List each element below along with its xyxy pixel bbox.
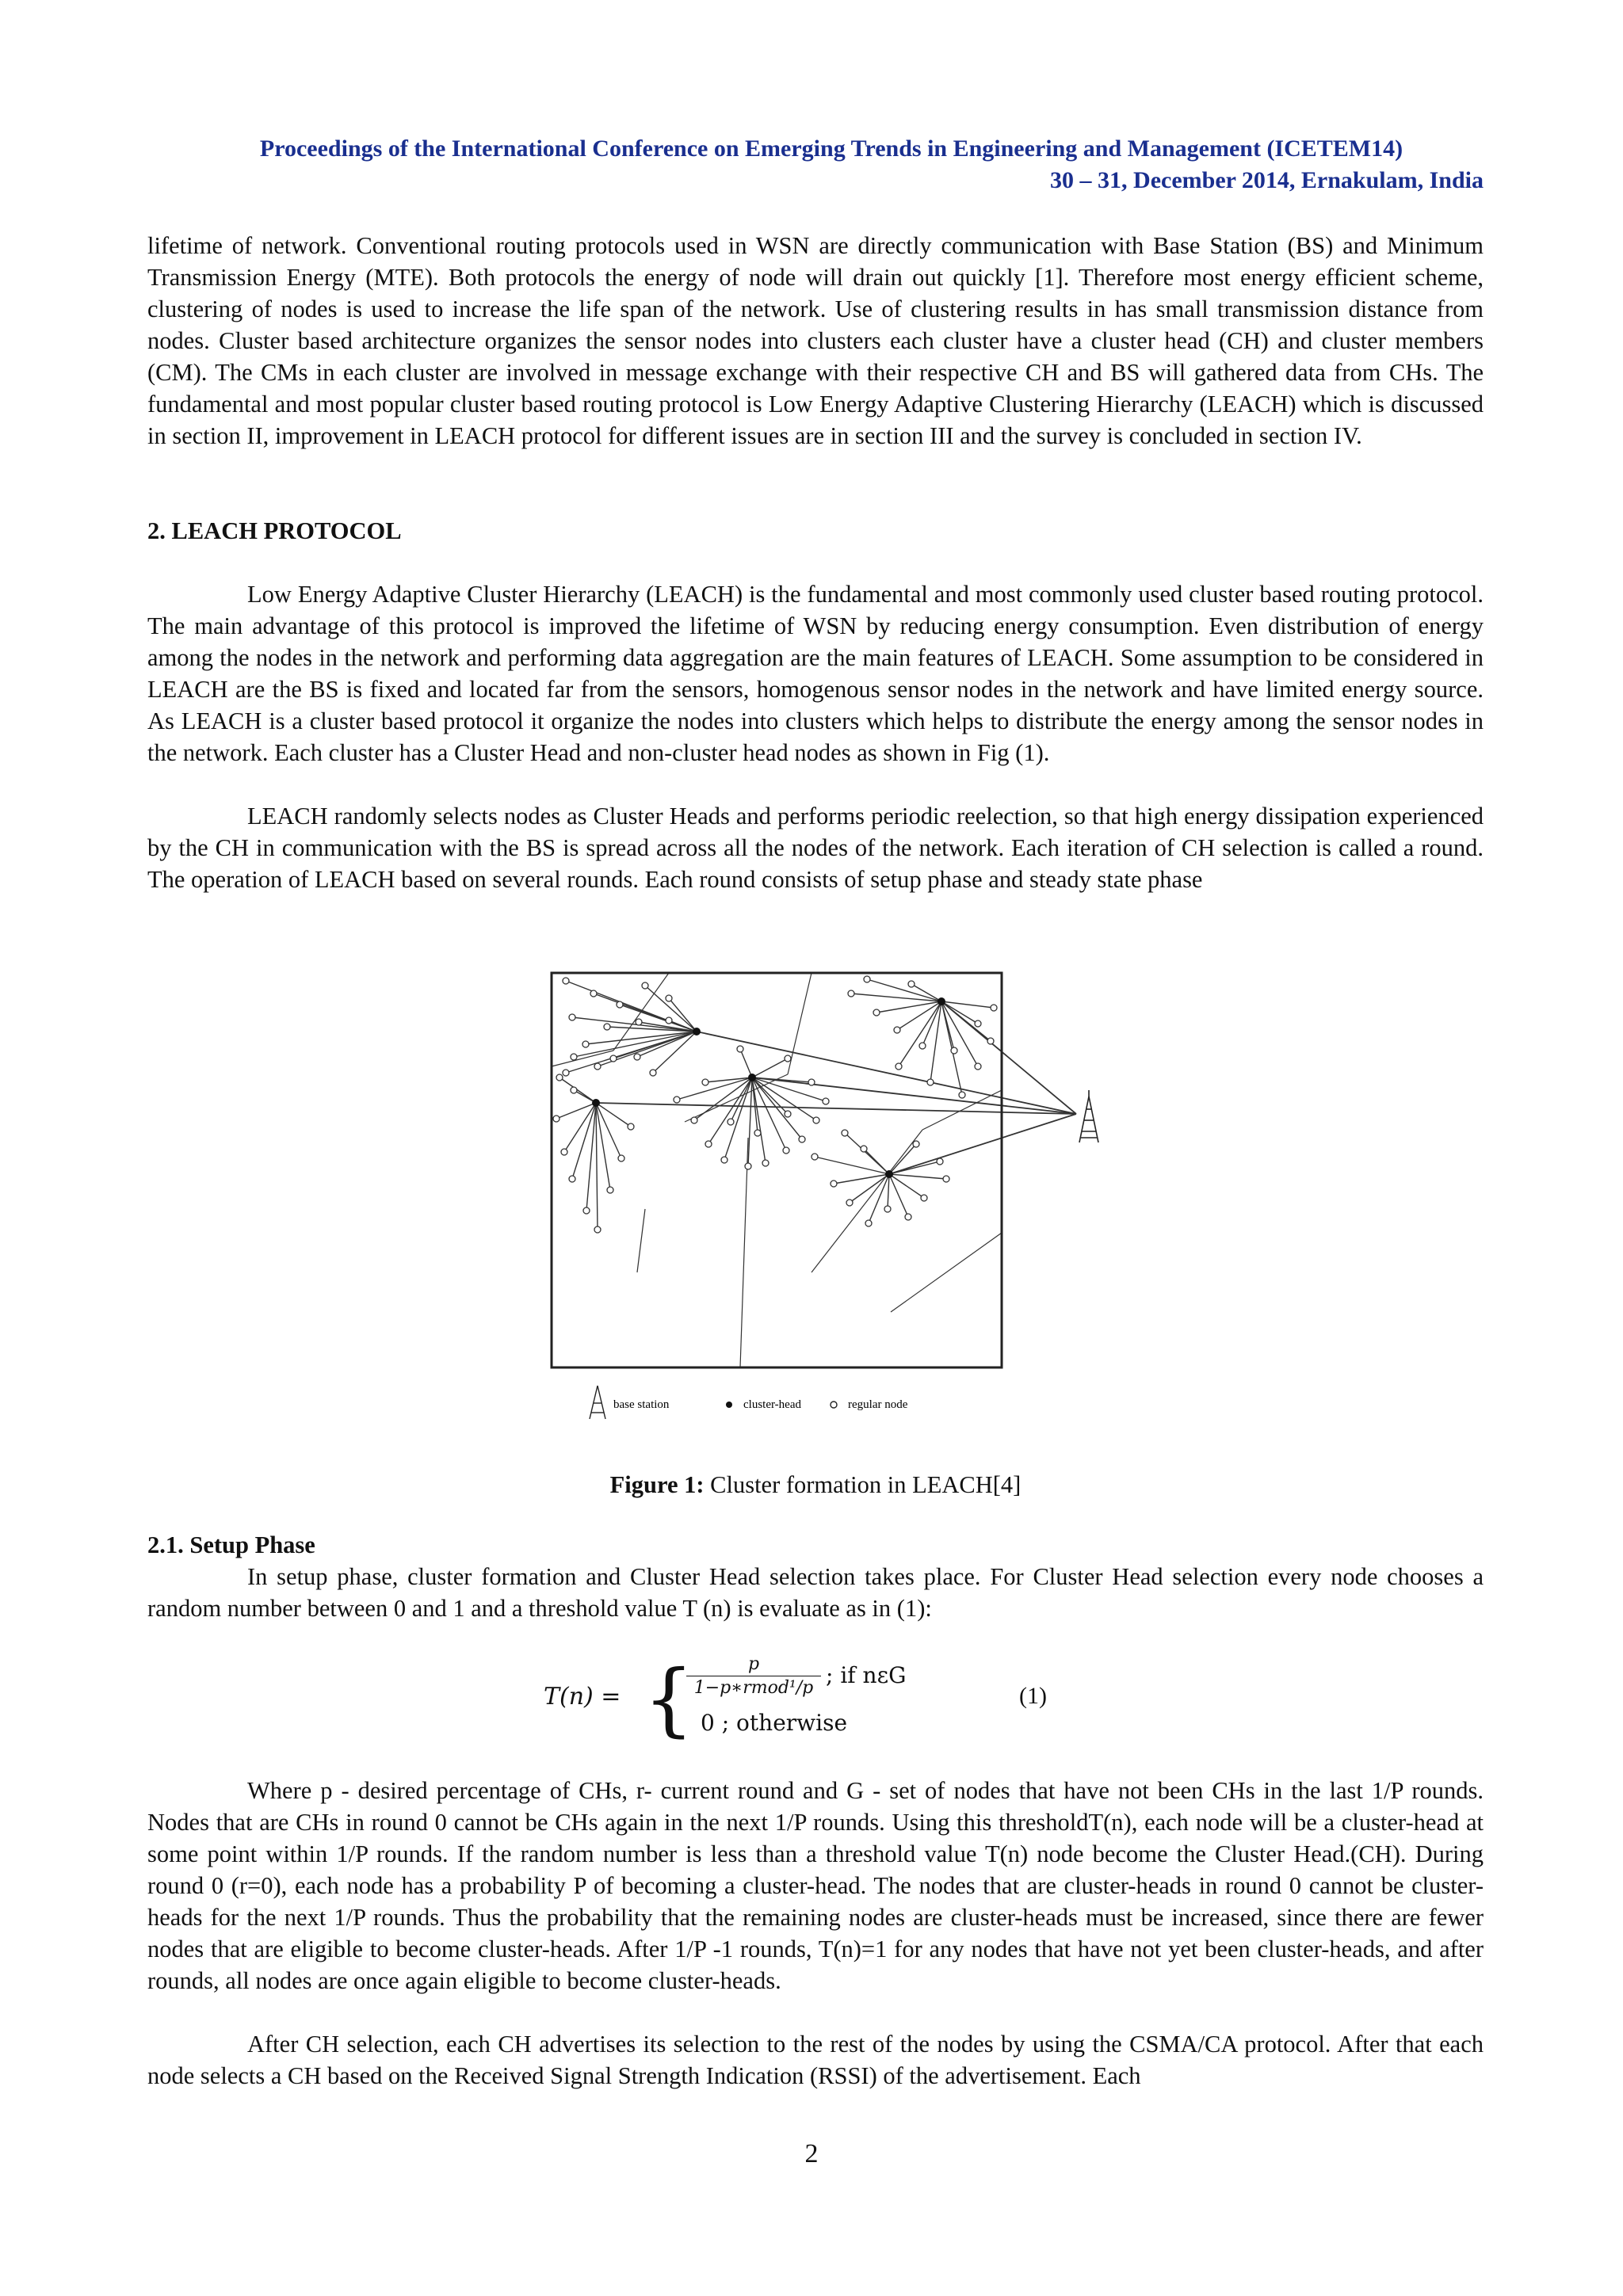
- regular-node: [702, 1079, 708, 1085]
- conference-header: [147, 133, 1484, 196]
- cluster-head-node: [938, 997, 945, 1005]
- regular-node: [642, 982, 648, 989]
- regular-node: [943, 1176, 949, 1182]
- figure-caption-label: Figure 1:: [609, 1471, 705, 1498]
- section-2-1-heading: 2.1. Setup Phase: [147, 1531, 315, 1558]
- regular-node: [785, 1111, 791, 1117]
- regular-node: [705, 1141, 712, 1147]
- equation-case-2: 0 ; otherwise: [701, 1710, 848, 1736]
- regular-node-legend-icon: [831, 1402, 837, 1408]
- cluster-head-node: [592, 1099, 600, 1107]
- equation-case-1-condition: ; if nεG: [826, 1662, 907, 1688]
- equation-lhs: T(n) =: [544, 1683, 621, 1711]
- regular-node: [908, 981, 915, 987]
- threshold-equation: [544, 1650, 1067, 1753]
- regular-node: [582, 1041, 589, 1047]
- regular-node: [987, 1038, 994, 1044]
- regular-node: [842, 1130, 848, 1136]
- regular-node: [921, 1195, 927, 1201]
- regular-node: [594, 1226, 601, 1233]
- regular-node: [913, 1141, 919, 1147]
- cluster-head-legend-icon: [726, 1402, 732, 1408]
- regular-node: [607, 1187, 613, 1193]
- regular-node: [636, 1019, 642, 1025]
- regular-node: [894, 1027, 900, 1033]
- regular-node: [823, 1098, 829, 1104]
- regular-node: [618, 1155, 624, 1161]
- regular-node: [951, 1047, 957, 1054]
- regular-node: [563, 1070, 569, 1076]
- regular-node: [919, 1043, 926, 1049]
- regular-node: [556, 1074, 563, 1081]
- section-2-1-paragraph-2: Where p - desired percentage of CHs, r- current round and G - set of nodes that have not been CHs in the last 1/P rounds. Nodes that are CHs in round 0 cannot be CHs again in the next 1/P rounds. Using this thresholdT(n), each node will be a cluster-head at some point within 1/P rounds. If the random number is less than a threshold value T(n) node become the Cluster Head.(CH). During round 0 (r=0), each node has a probability P of becoming a cluster-head. The nodes that are cluster-heads in round 0 cannot be cluster-heads for the next 1/P rounds. Thus the probability that the remaining nodes are cluster-heads must be increased, since there are fewer nodes that are eligible to become cluster-heads. After 1/P -1 rounds, T(n)=1 for any nodes that have not yet been cluster-heads, and after rounds, all nodes are once again eligible to become cluster-heads.: [147, 1777, 1484, 1994]
- figure-caption: [147, 1469, 1484, 1501]
- regular-node: [927, 1079, 934, 1085]
- regular-node: [785, 1055, 791, 1062]
- regular-node: [975, 1063, 981, 1070]
- equation-number: (1): [1019, 1683, 1047, 1709]
- regular-node: [610, 1055, 617, 1062]
- cluster-head-node: [748, 1074, 756, 1081]
- regular-node: [873, 1009, 880, 1016]
- regular-node: [846, 1199, 853, 1206]
- legend-regular-node: regular node: [848, 1398, 908, 1411]
- section-2-heading: 2. LEACH PROTOCOL: [147, 517, 402, 544]
- regular-node: [569, 1176, 575, 1182]
- regular-node: [831, 1180, 837, 1187]
- regular-node: [650, 1070, 656, 1076]
- intro-paragraph: lifetime of network. Conventional routing protocols used in WSN are directly communication with Base Station (BS) and Minimum Transmission Energy (MTE). Both protocols the energy of node will drain out quickly [1]. Therefore most energy efficient scheme, clustering of nodes is used to increase the life span of the network. Use of clustering results in has small transmission distance from nodes. Cluster based architecture organizes the sensor nodes into clusters each cluster have a cluster head (CH) and cluster members (CM). The CMs in each cluster are involved in message exchange with their respective CH and BS will gathered data from CHs. The fundamental and most popular cluster based routing protocol is Low Energy Adaptive Clustering Hierarchy (LEACH) which is discussed in section II, improvement in LEACH protocol for different issues are in section III and the survey is concluded in section IV.: [147, 232, 1484, 449]
- regular-node: [864, 976, 870, 982]
- regular-node: [561, 1149, 567, 1155]
- legend-base-station: base station: [613, 1398, 670, 1411]
- regular-node: [783, 1147, 789, 1154]
- regular-node: [737, 1046, 743, 1052]
- header-line-2: 30 – 31, December 2014, Ernakulam, India: [1050, 167, 1484, 193]
- regular-node: [571, 1087, 577, 1093]
- regular-node: [905, 1214, 911, 1220]
- regular-node: [991, 1005, 997, 1011]
- regular-node: [666, 995, 672, 1001]
- cluster-head-node: [693, 1028, 701, 1035]
- regular-node: [583, 1207, 590, 1214]
- regular-node: [563, 978, 569, 984]
- regular-node: [812, 1154, 818, 1160]
- base-station-legend-icon: [590, 1386, 605, 1419]
- regular-node: [691, 1117, 697, 1123]
- regular-node: [762, 1160, 769, 1166]
- section-2-paragraph-1: Low Energy Adaptive Cluster Hierarchy (LEACH) is the fundamental and most commonly used cluster based routing protocol. The main advantage of this protocol is improved the lifetime of WSN by reducing energy consumption. Even distribution of energy among the nodes in the network and performing data aggregation are the main features of LEACH. Some assumption to be considered in LEACH are the BS is fixed and located far from the sensors, homogenous sensor nodes in the network and have limited energy source. As LEACH is a cluster based protocol it organize the nodes into clusters which helps to distribute the energy among the sensor nodes in the network. Each cluster has a Cluster Head and non-cluster head nodes as shown in Fig (1).: [147, 581, 1484, 766]
- regular-node: [937, 1158, 943, 1165]
- regular-node: [861, 1146, 867, 1152]
- regular-node: [975, 1020, 981, 1027]
- regular-node: [594, 1063, 601, 1070]
- regular-node: [754, 1130, 761, 1136]
- equation-numerator: p: [686, 1654, 821, 1676]
- legend: [590, 1386, 908, 1419]
- legend-cluster-head: cluster-head: [743, 1398, 801, 1411]
- regular-node: [884, 1206, 891, 1212]
- base-station-icon: [1079, 1090, 1098, 1142]
- figure-caption-text: Cluster formation in LEACH[4]: [704, 1471, 1022, 1498]
- equation-fraction: [686, 1654, 821, 1698]
- section-2-1-paragraph-1: In setup phase, cluster formation and Cluster Head selection takes place. For Cluster Head selection every node chooses a random number between 0 and 1 and a threshold value T (n) is evaluate as in (1):: [147, 1563, 1484, 1622]
- header-line-1: Proceedings of the International Conference on Emerging Trends in Engineering and Management (ICETEM14): [259, 135, 1403, 162]
- regular-node: [666, 1017, 672, 1024]
- regular-node: [896, 1063, 902, 1070]
- regular-node: [571, 1054, 577, 1060]
- regular-node: [569, 1014, 575, 1020]
- equation-denominator: 1−p∗rmod¹/p: [693, 1678, 814, 1698]
- section-2-1-paragraph-3: After CH selection, each CH advertises its selection to the rest of the nodes by using the CSMA/CA protocol. After that each node selects a CH based on the Received Signal Strength Indication (RSSI) of the advertisement. Each: [147, 2031, 1484, 2089]
- regular-node: [745, 1163, 751, 1169]
- regular-node: [799, 1136, 805, 1142]
- sensor-field-border: [552, 973, 1002, 1367]
- cluster-head-node: [885, 1170, 893, 1178]
- regular-node: [848, 990, 854, 997]
- regular-node: [808, 1079, 815, 1085]
- cluster-diagram: [550, 971, 1121, 1439]
- regular-node: [865, 1220, 872, 1226]
- regular-node: [959, 1092, 965, 1098]
- regular-node: [553, 1116, 559, 1122]
- regular-node: [628, 1123, 634, 1130]
- equation-brace: {: [643, 1653, 694, 1745]
- regular-node: [727, 1119, 734, 1125]
- section-2-paragraph-2: LEACH randomly selects nodes as Cluster Heads and performs periodic reelection, so that high energy dissipation experienced by the CH in communication with the BS is spread across all the nodes of the network. Each iteration of CH selection is called a round. The operation of LEACH based on several rounds. Each round consists of setup phase and steady state phase: [147, 803, 1484, 893]
- regular-node: [674, 1097, 680, 1103]
- regular-node: [721, 1157, 727, 1163]
- regular-node: [590, 990, 597, 997]
- regular-node: [617, 1001, 623, 1008]
- page-number: 2: [804, 2139, 819, 2168]
- cluster-formation-figure: [550, 971, 1121, 1439]
- regular-node: [813, 1117, 819, 1123]
- regular-node: [634, 1054, 640, 1060]
- regular-node: [604, 1024, 610, 1030]
